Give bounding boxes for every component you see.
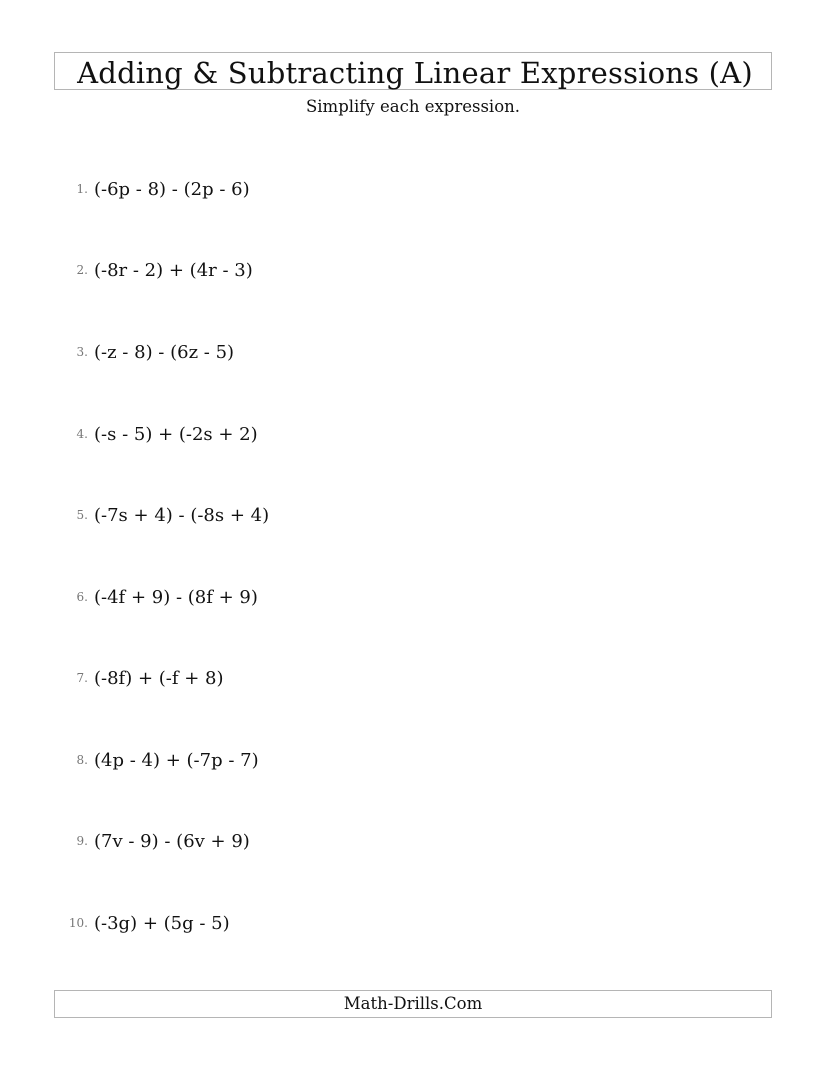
footer-credit: Math-Drills.Com (343, 994, 483, 1013)
problem-number: 10. (68, 916, 88, 930)
problem-number: 2. (76, 263, 88, 277)
problem-expression: (7v - 9) - (6v + 9) (94, 831, 250, 852)
problem-expression: (-8f) + (-f + 8) (94, 668, 224, 689)
problem-expression: (-3g) + (5g - 5) (94, 913, 230, 934)
problem-number: 8. (76, 753, 88, 767)
problem-expression: (-6p - 8) - (2p - 6) (94, 179, 250, 200)
problem-expression: (-8r - 2) + (4r - 3) (94, 260, 253, 281)
problem-expression: (-7s + 4) - (-8s + 4) (94, 505, 270, 526)
worksheet-title: Adding & Subtracting Linear Expressions (A) (77, 56, 753, 90)
worksheet-instructions: Simplify each expression. (305, 97, 521, 116)
problem-expression: (-4f + 9) - (8f + 9) (94, 587, 258, 608)
problem-number: 3. (76, 345, 88, 359)
problem-number: 6. (76, 590, 88, 604)
problem-number: 5. (76, 508, 88, 522)
problem-number: 4. (76, 427, 88, 441)
problem-number: 9. (76, 834, 88, 848)
problem-expression: (-s - 5) + (-2s + 2) (94, 424, 258, 445)
problem-expression: (-z - 8) - (6z - 5) (94, 342, 235, 363)
problem-expression: (4p - 4) + (-7p - 7) (94, 750, 259, 771)
problem-number: 7. (76, 671, 88, 685)
problem-number: 1. (76, 182, 88, 196)
